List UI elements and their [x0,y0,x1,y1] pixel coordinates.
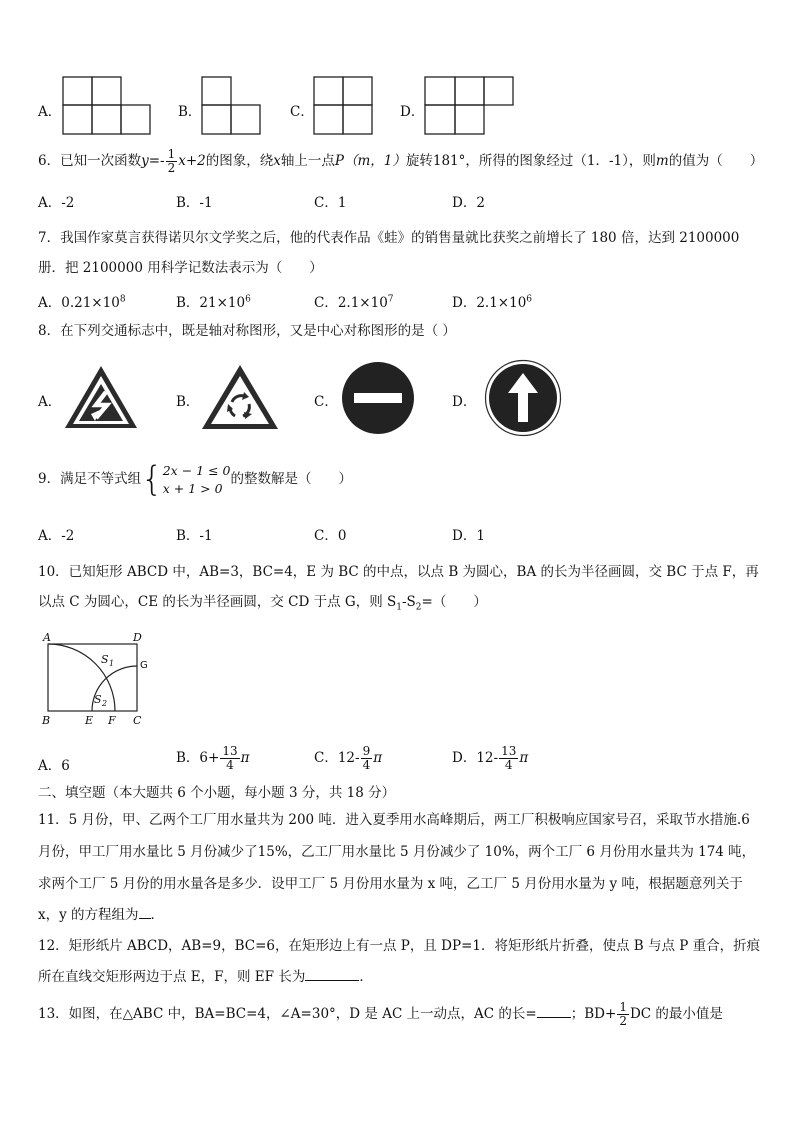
q10-label-C: C [133,714,142,726]
q6-point: P（m，1） [334,153,406,169]
q6-m: m [655,153,669,169]
q8-option-c-sign [340,360,416,436]
q7-option-b-exp: 6 [245,294,251,305]
q10-option-c-num: 9 [362,744,371,758]
q8-stem: 8．在下列交通标志中，既是轴对称图形，又是中心对称图形的是（ ） [38,323,456,339]
q9-option-b: B．-1 [176,528,213,544]
q13-frac-den: 2 [619,1014,627,1028]
q5-option-d-figure [424,76,516,136]
q5-option-a-label: A． [38,104,62,120]
q7-line1: 7．我国作家莫言获得诺贝尔文学奖之后，他的代表作品《蛙》的销售量就比获奖之前增长了 180 倍，达到 2100000 [38,230,740,246]
q10-option-d-pi: π [519,750,529,766]
q6-stem [38,148,763,175]
q10-label-G: G [140,660,148,671]
q7-line2: 册．把 2100000 用科学记数法表示为（ ） [38,260,323,276]
q7-option-a-base: A．0.21×10 [38,295,120,311]
q10-line2-c: =（ ） [421,594,487,610]
q9-suffix: 的整数解是（ ） [230,471,352,487]
q9-option-c: C．0 [314,528,347,544]
q6-fraction [166,148,178,175]
q8-option-b-sign [199,362,281,432]
q10-option-c-frac [361,745,373,772]
q7-option-c [314,291,394,311]
q10-label-S2-sub: 2 [102,699,108,708]
q13-frac-num: 1 [619,1000,627,1014]
q10-option-c-prefix: C．12- [314,750,360,766]
q10-label-S2: S [94,693,102,706]
q6-text-2: 的图象，绕 [205,153,274,169]
q6-option-a: A．-2 [38,195,75,211]
q6-option-c: C．1 [314,195,347,211]
q6-option-d: D．2 [452,195,485,211]
q10-label-S1: S [101,653,109,666]
q13-text-b: ；BD+ [570,1006,617,1022]
q7-option-a [38,291,126,311]
q5-option-d-label: D． [400,104,425,120]
q13-stem [38,1000,723,1028]
q10-line2-a: 以点 C 为圆心，CE 的长为半径画圆，交 CD 于点 G，则 S [38,594,397,610]
q10-label-D: D [133,631,142,644]
q7-option-d [452,291,532,311]
q13-text-c: DC 的最小值是 [629,1006,723,1022]
q10-line1: 10．已知矩形 ABCD 中，AB=3，BC=4，E 为 BC 的中点，以点 B 为圆心，BA 的长为半径画圆，交 BC 于点 F，再 [38,564,759,580]
q6-frac-den: 2 [167,161,176,175]
q10-option-d-frac [499,745,518,772]
q10-option-d-num: 13 [501,744,517,758]
q8-option-d-label: D． [452,394,477,410]
q5-option-c-figure [313,76,375,136]
q12-answer-blank[interactable] [305,968,359,981]
q10-option-b-pi: π [240,750,250,766]
q6-func-tail: x+2 [178,153,206,169]
q10-line2 [38,592,487,618]
q9-ineq1: 2x − 1 ≤ 0 [162,462,231,478]
q12-line2-a: 所在直线交矩形两边于点 E，F，则 EF 长为 [38,969,306,985]
q10-option-c-pi: π [373,750,383,766]
q12-line1: 12．矩形纸片 ABCD，AB=9，BC=6，在矩形边上有一点 P，且 DP=1．将矩形纸片折叠，使点 B 与点 P 重合，折痕 [38,938,761,954]
q13-text-a: 13．如图，在△ABC 中，BA=BC=4，∠A=30°，D 是 AC 上一动点，AC 的长= [38,1006,537,1022]
q10-line2-b: -S [401,594,416,610]
q7-option-a-exp: 8 [119,294,126,305]
q10-option-d [452,745,528,772]
q9-option-d: D．1 [452,528,485,544]
q9-prefix: 9．满足不等式组 [38,471,142,487]
q10-option-c [314,745,382,772]
q10-line2-s2: 2 [415,602,422,613]
q10-option-d-prefix: D．12- [452,750,499,766]
q6-func-y: y [141,153,149,169]
q6-text-5: 的值为（ ） [668,153,764,169]
q6-text-4: 旋转181°，所得的图象经过（1．-1），则 [405,153,656,169]
section2-title: 二、填空题（本大题共 6 个小题，每小题 3 分，共 18 分） [38,785,396,801]
q8-option-c-label: C． [314,394,338,410]
q5-option-c-label: C． [290,104,314,120]
q10-option-d-den: 4 [504,758,513,772]
q10-line2-s1: 1 [396,602,402,613]
q7-option-d-base: D．2.1×10 [452,295,527,311]
q7-option-c-base: C．2.1×10 [314,295,388,311]
q10-option-b-frac [220,745,239,772]
q6-text-3: 轴上一点 [280,153,335,169]
q10-label-S1-sub: 1 [109,659,115,668]
q10-option-b-num: 13 [222,744,238,758]
q12-line2 [38,967,373,987]
q6-x-axis: x [273,153,281,169]
q6-eq: =- [148,153,165,169]
q9-brace: { [141,459,163,500]
q10-label-B: B [42,714,51,726]
q10-option-a: A．6 [38,758,70,774]
q7-option-b-base: B．21×10 [176,295,246,311]
q9-ineq2: x + 1 > 0 [162,480,223,496]
q11-line4 [38,905,164,925]
q10-option-b-den: 4 [226,758,234,772]
q11-line4-b: ． [150,907,165,923]
q11-line3: 求两个工厂 5 月份的用水量各是多少．设甲工厂 5 月份用水量为 x 吨，乙工厂 5 月份用水量为 y 吨，根据题意列关于 [38,876,743,892]
q12-line2-b: ． [359,969,373,985]
q10-option-b-prefix: B．6+ [176,750,220,766]
q5-option-b-label: B． [178,104,202,120]
q6-text-1: 已知一次函数 [60,153,142,169]
q9-stem [38,456,352,502]
q10-label-A: A [43,631,51,644]
q8-option-b-label: B． [176,394,200,410]
q11-line4-a: x，y 的方程组为 [38,907,139,923]
q13-fraction [617,1001,629,1028]
q6-frac-num: 1 [167,147,176,161]
q6-option-b: B．-1 [176,195,213,211]
q10-option-b [176,745,249,772]
q7-option-c-exp: 7 [387,294,394,305]
q9-system [163,462,231,498]
q5-option-a-figure [62,76,152,136]
q7-option-b [176,291,251,311]
q10-figure [38,630,158,726]
q8-option-d-sign [484,359,562,437]
q10-label-F: F [108,714,116,726]
q8-option-a-sign [62,362,140,432]
q11-line2: 月份，甲工厂用水量比 5 月份减少了15%，乙工厂用水量比 5 月份减少了 10%，两个工厂 6 月份用水量共为 174 吨， [38,844,756,860]
q11-answer-blank[interactable] [139,906,151,919]
q8-option-a-label: A． [38,394,62,410]
q10-label-E: E [85,714,94,726]
q9-option-a: A．-2 [38,528,75,544]
q6-number: 6． [38,153,61,169]
q13-answer-blank-1[interactable] [537,1005,571,1018]
q5-option-b-figure [201,76,263,136]
q11-line1: 11．5 月份，甲、乙两个工厂用水量共为 200 吨．进入夏季用水高峰期后，两工厂积极响应国家号召，采取节水措施.6 [38,812,750,828]
q10-option-c-den: 4 [362,758,371,772]
q7-option-d-exp: 6 [526,294,533,305]
